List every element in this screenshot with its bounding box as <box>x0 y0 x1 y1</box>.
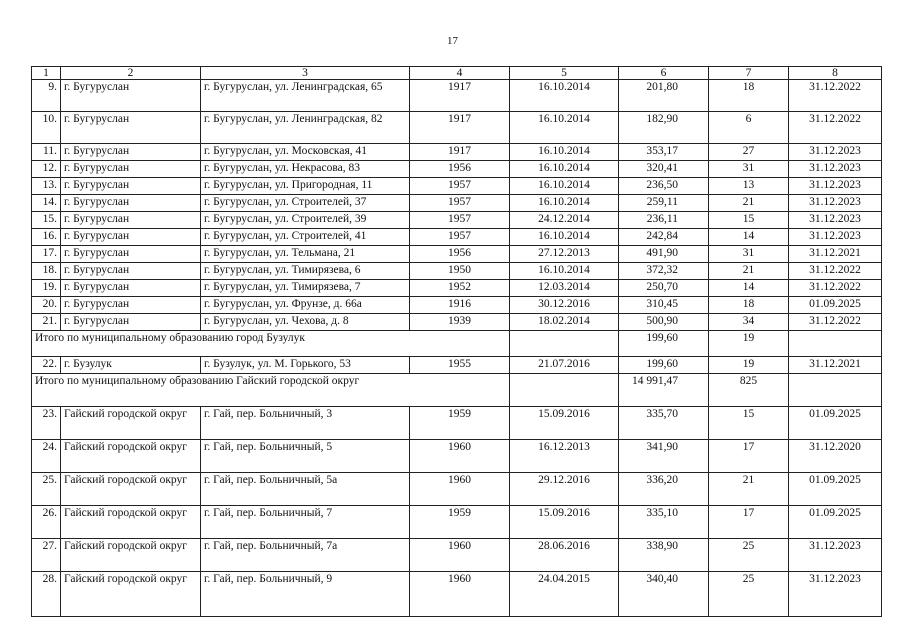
table-row <box>32 144 882 161</box>
deadline-cell: 31.12.2023 <box>789 539 882 572</box>
residents-count-cell: 18 <box>709 80 789 112</box>
total-row <box>32 331 882 357</box>
address-cell: г. Бугуруслан, ул. Тимирязева, 7 <box>201 280 410 297</box>
total-row <box>32 374 882 407</box>
year-built-cell: 1960 <box>410 440 510 473</box>
residents-count-cell: 17 <box>709 440 789 473</box>
address-cell: г. Бугуруслан, ул. Ленинградская, 82 <box>201 112 410 144</box>
year-built-cell: 1917 <box>410 112 510 144</box>
address-cell: г. Гай, пер. Больничный, 7а <box>201 539 410 572</box>
date-cell: 27.12.2013 <box>510 246 619 263</box>
total-label: Итого по муниципальному образованию Гайский городской округ <box>32 374 510 407</box>
header-cell: 6 <box>619 67 709 80</box>
date-cell: 16.10.2014 <box>510 80 619 112</box>
residents-count-cell: 21 <box>709 195 789 212</box>
year-built-cell: 1956 <box>410 161 510 178</box>
row-number: 24. <box>32 440 61 473</box>
address-cell: г. Бугуруслан, ул. Строителей, 39 <box>201 212 410 229</box>
deadline-cell: 31.12.2022 <box>789 280 882 297</box>
municipality-cell: Гайский городской округ <box>61 506 201 539</box>
residents-count-cell: 25 <box>709 539 789 572</box>
header-cell: 4 <box>410 67 510 80</box>
total-area: 199,60 <box>619 331 709 357</box>
deadline-cell: 31.12.2023 <box>789 144 882 161</box>
date-cell: 24.12.2014 <box>510 212 619 229</box>
year-built-cell: 1955 <box>410 357 510 374</box>
date-cell: 15.09.2016 <box>510 506 619 539</box>
municipality-cell: Гайский городской округ <box>61 572 201 617</box>
header-cell: 8 <box>789 67 882 80</box>
address-cell: г. Бугуруслан, ул. Чехова, д. 8 <box>201 314 410 331</box>
total-label: Итого по муниципальному образованию город Бузулук <box>32 331 510 357</box>
housing-table <box>31 66 882 617</box>
date-cell: 29.12.2016 <box>510 473 619 506</box>
row-number: 23. <box>32 407 61 440</box>
deadline-cell: 31.12.2022 <box>789 314 882 331</box>
area-cell: 310,45 <box>619 297 709 314</box>
area-cell: 500,90 <box>619 314 709 331</box>
table-row <box>32 195 882 212</box>
area-cell: 341,90 <box>619 440 709 473</box>
row-number: 18. <box>32 263 61 280</box>
address-cell: г. Гай, пер. Больничный, 5а <box>201 473 410 506</box>
row-number: 11. <box>32 144 61 161</box>
date-cell: 16.10.2014 <box>510 229 619 246</box>
area-cell: 320,41 <box>619 161 709 178</box>
deadline-cell: 31.12.2023 <box>789 229 882 246</box>
municipality-cell: г. Бугуруслан <box>61 161 201 178</box>
year-built-cell: 1957 <box>410 212 510 229</box>
residents-count-cell: 17 <box>709 506 789 539</box>
total-blank <box>510 331 619 357</box>
address-cell: г. Гай, пер. Больничный, 3 <box>201 407 410 440</box>
residents-count-cell: 31 <box>709 246 789 263</box>
address-cell: г. Бугуруслан, ул. Пригородная, 11 <box>201 178 410 195</box>
area-cell: 372,32 <box>619 263 709 280</box>
address-cell: г. Бугуруслан, ул. Фрунзе, д. 66а <box>201 297 410 314</box>
residents-count-cell: 21 <box>709 473 789 506</box>
residents-count-cell: 14 <box>709 280 789 297</box>
table-row <box>32 357 882 374</box>
row-number: 17. <box>32 246 61 263</box>
residents-count-cell: 19 <box>709 357 789 374</box>
date-cell: 24.04.2015 <box>510 572 619 617</box>
date-cell: 28.06.2016 <box>510 539 619 572</box>
municipality-cell: г. Бугуруслан <box>61 80 201 112</box>
municipality-cell: г. Бугуруслан <box>61 144 201 161</box>
address-cell: г. Бугуруслан, ул. Тельмана, 21 <box>201 246 410 263</box>
table-row <box>32 407 882 440</box>
residents-count-cell: 21 <box>709 263 789 280</box>
table-row <box>32 280 882 297</box>
year-built-cell: 1952 <box>410 280 510 297</box>
year-built-cell: 1917 <box>410 144 510 161</box>
municipality-cell: Гайский городской округ <box>61 440 201 473</box>
date-cell: 16.10.2014 <box>510 178 619 195</box>
deadline-cell: 31.12.2023 <box>789 161 882 178</box>
area-cell: 201,80 <box>619 80 709 112</box>
municipality-cell: г. Бугуруслан <box>61 297 201 314</box>
header-cell: 3 <box>201 67 410 80</box>
row-number: 12. <box>32 161 61 178</box>
date-cell: 15.09.2016 <box>510 407 619 440</box>
row-number: 26. <box>32 506 61 539</box>
address-cell: г. Бугуруслан, ул. Ленинградская, 65 <box>201 80 410 112</box>
header-cell: 2 <box>61 67 201 80</box>
row-number: 21. <box>32 314 61 331</box>
residents-count-cell: 31 <box>709 161 789 178</box>
area-cell: 335,70 <box>619 407 709 440</box>
deadline-cell: 01.09.2025 <box>789 506 882 539</box>
area-cell: 336,20 <box>619 473 709 506</box>
row-number: 19. <box>32 280 61 297</box>
municipality-cell: г. Бугуруслан <box>61 280 201 297</box>
address-cell: г. Бугуруслан, ул. Московская, 41 <box>201 144 410 161</box>
row-number: 13. <box>32 178 61 195</box>
date-cell: 16.10.2014 <box>510 161 619 178</box>
area-cell: 236,11 <box>619 212 709 229</box>
row-number: 28. <box>32 572 61 617</box>
date-cell: 16.10.2014 <box>510 195 619 212</box>
deadline-cell: 31.12.2022 <box>789 80 882 112</box>
deadline-cell: 31.12.2021 <box>789 246 882 263</box>
table-row <box>32 506 882 539</box>
year-built-cell: 1959 <box>410 506 510 539</box>
area-cell: 236,50 <box>619 178 709 195</box>
municipality-cell: Гайский городской округ <box>61 539 201 572</box>
row-number: 16. <box>32 229 61 246</box>
header-cell: 1 <box>32 67 61 80</box>
residents-count-cell: 13 <box>709 178 789 195</box>
date-cell: 12.03.2014 <box>510 280 619 297</box>
address-cell: г. Гай, пер. Больничный, 9 <box>201 572 410 617</box>
date-cell: 16.10.2014 <box>510 263 619 280</box>
year-built-cell: 1957 <box>410 195 510 212</box>
municipality-cell: г. Бугуруслан <box>61 229 201 246</box>
area-cell: 242,84 <box>619 229 709 246</box>
page-number: 17 <box>447 35 458 47</box>
municipality-cell: Гайский городской округ <box>61 473 201 506</box>
municipality-cell: г. Бугуруслан <box>61 178 201 195</box>
date-cell: 16.12.2013 <box>510 440 619 473</box>
year-built-cell: 1957 <box>410 229 510 246</box>
residents-count-cell: 6 <box>709 112 789 144</box>
year-built-cell: 1917 <box>410 80 510 112</box>
year-built-cell: 1957 <box>410 178 510 195</box>
area-cell: 353,17 <box>619 144 709 161</box>
deadline-cell: 31.12.2023 <box>789 178 882 195</box>
area-cell: 250,70 <box>619 280 709 297</box>
row-number: 9. <box>32 80 61 112</box>
total-blank <box>789 374 882 407</box>
deadline-cell: 01.09.2025 <box>789 407 882 440</box>
area-cell: 338,90 <box>619 539 709 572</box>
row-number: 20. <box>32 297 61 314</box>
date-cell: 16.10.2014 <box>510 144 619 161</box>
year-built-cell: 1959 <box>410 407 510 440</box>
total-count: 825 <box>709 374 789 407</box>
table-row <box>32 473 882 506</box>
table-row <box>32 572 882 617</box>
address-cell: г. Бугуруслан, ул. Строителей, 41 <box>201 229 410 246</box>
municipality-cell: г. Бузулук <box>61 357 201 374</box>
year-built-cell: 1960 <box>410 539 510 572</box>
residents-count-cell: 18 <box>709 297 789 314</box>
address-cell: г. Гай, пер. Больничный, 7 <box>201 506 410 539</box>
deadline-cell: 01.09.2025 <box>789 473 882 506</box>
residents-count-cell: 27 <box>709 144 789 161</box>
residents-count-cell: 25 <box>709 572 789 617</box>
deadline-cell: 31.12.2023 <box>789 195 882 212</box>
header-cell: 5 <box>510 67 619 80</box>
table-row <box>32 212 882 229</box>
table-row <box>32 314 882 331</box>
municipality-cell: г. Бугуруслан <box>61 246 201 263</box>
row-number: 14. <box>32 195 61 212</box>
table-row <box>32 229 882 246</box>
row-number: 10. <box>32 112 61 144</box>
area-cell: 182,90 <box>619 112 709 144</box>
table-row <box>32 440 882 473</box>
table-row <box>32 161 882 178</box>
area-cell: 199,60 <box>619 357 709 374</box>
deadline-cell: 31.12.2021 <box>789 357 882 374</box>
deadline-cell: 01.09.2025 <box>789 297 882 314</box>
area-cell: 340,40 <box>619 572 709 617</box>
deadline-cell: 31.12.2022 <box>789 263 882 280</box>
row-number: 27. <box>32 539 61 572</box>
area-cell: 335,10 <box>619 506 709 539</box>
year-built-cell: 1916 <box>410 297 510 314</box>
year-built-cell: 1956 <box>410 246 510 263</box>
total-blank <box>510 374 619 407</box>
total-count: 19 <box>709 331 789 357</box>
table-row <box>32 246 882 263</box>
address-cell: г. Бузулук, ул. М. Горького, 53 <box>201 357 410 374</box>
residents-count-cell: 15 <box>709 212 789 229</box>
table-row <box>32 263 882 280</box>
date-cell: 21.07.2016 <box>510 357 619 374</box>
date-cell: 18.02.2014 <box>510 314 619 331</box>
deadline-cell: 31.12.2022 <box>789 112 882 144</box>
table-row <box>32 112 882 144</box>
row-number: 15. <box>32 212 61 229</box>
address-cell: г. Бугуруслан, ул. Тимирязева, 6 <box>201 263 410 280</box>
municipality-cell: г. Бугуруслан <box>61 263 201 280</box>
header-cell: 7 <box>709 67 789 80</box>
year-built-cell: 1939 <box>410 314 510 331</box>
residents-count-cell: 15 <box>709 407 789 440</box>
municipality-cell: Гайский городской округ <box>61 407 201 440</box>
total-area: 14 991,47 <box>619 374 709 407</box>
table-row <box>32 80 882 112</box>
row-number: 25. <box>32 473 61 506</box>
area-cell: 259,11 <box>619 195 709 212</box>
header-row <box>32 67 882 80</box>
municipality-cell: г. Бугуруслан <box>61 112 201 144</box>
residents-count-cell: 34 <box>709 314 789 331</box>
deadline-cell: 31.12.2023 <box>789 572 882 617</box>
table-row <box>32 178 882 195</box>
address-cell: г. Бугуруслан, ул. Некрасова, 83 <box>201 161 410 178</box>
year-built-cell: 1960 <box>410 572 510 617</box>
table-row <box>32 539 882 572</box>
address-cell: г. Бугуруслан, ул. Строителей, 37 <box>201 195 410 212</box>
address-cell: г. Гай, пер. Больничный, 5 <box>201 440 410 473</box>
municipality-cell: г. Бугуруслан <box>61 314 201 331</box>
municipality-cell: г. Бугуруслан <box>61 212 201 229</box>
table-row <box>32 297 882 314</box>
total-blank <box>789 331 882 357</box>
date-cell: 16.10.2014 <box>510 112 619 144</box>
municipality-cell: г. Бугуруслан <box>61 195 201 212</box>
deadline-cell: 31.12.2023 <box>789 212 882 229</box>
year-built-cell: 1950 <box>410 263 510 280</box>
deadline-cell: 31.12.2020 <box>789 440 882 473</box>
area-cell: 491,90 <box>619 246 709 263</box>
date-cell: 30.12.2016 <box>510 297 619 314</box>
residents-count-cell: 14 <box>709 229 789 246</box>
year-built-cell: 1960 <box>410 473 510 506</box>
row-number: 22. <box>32 357 61 374</box>
